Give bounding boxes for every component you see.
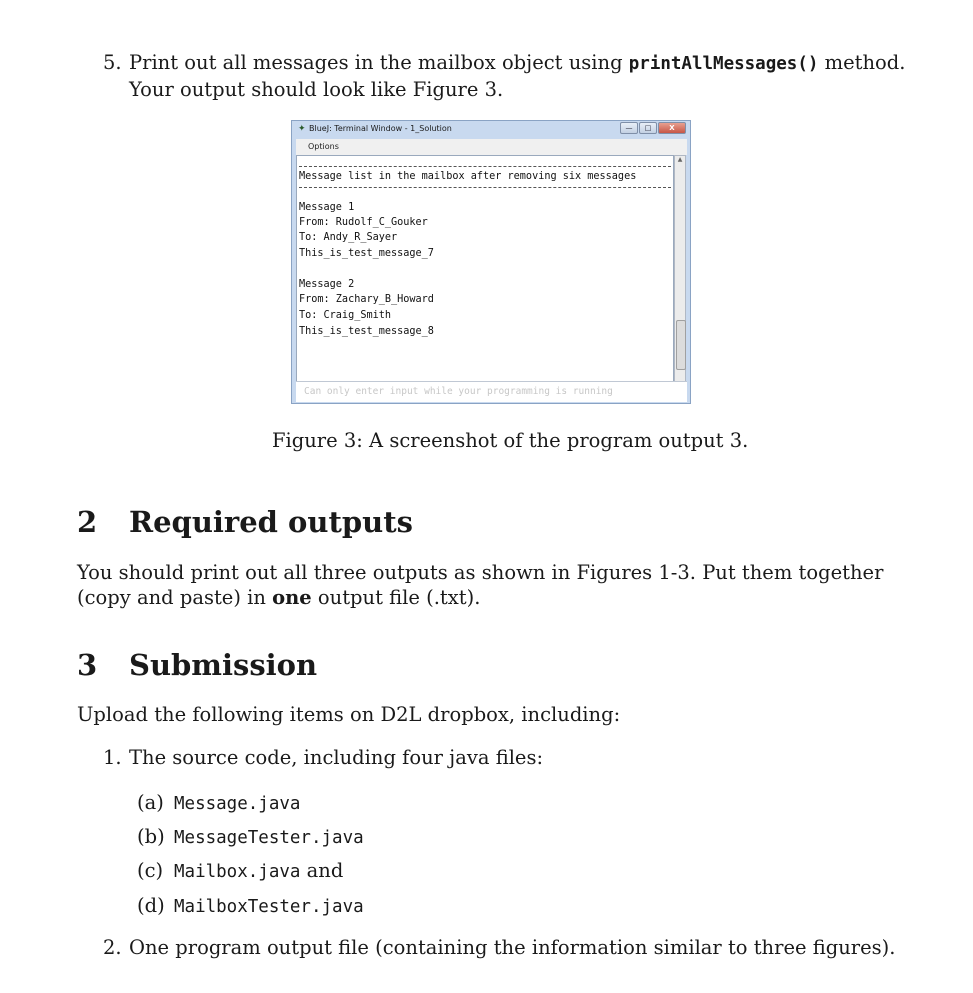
terminal-input (296, 381, 687, 402)
window-title: BlueJ: Terminal Window - 1_Solution (309, 124, 452, 133)
list-item-text: Print out all messages in the mailbox object using printAllMessages() method. Your output should look like Figure 3. (129, 51, 906, 101)
message-label: Message 2 (299, 279, 355, 290)
section-number: 3 (77, 648, 98, 682)
divider (299, 187, 671, 188)
bluej-app-icon: ✦ (298, 124, 306, 134)
maximize-icon: □ (639, 122, 657, 134)
file-name: MessageTester.java (174, 828, 364, 848)
figure-caption: Figure 3: A screenshot of the program output 3. (272, 429, 749, 452)
message-from: From: Rudolf_C_Gouker (299, 217, 428, 228)
file-name: MailboxTester.java (174, 897, 364, 917)
terminal-output (296, 155, 674, 395)
terminal-window-screenshot (291, 120, 691, 404)
scrollbar (674, 155, 686, 395)
list-item-number: 5. (103, 51, 122, 74)
input-placeholder: Can only enter input while your programming is running (304, 386, 613, 397)
message-to: To: Andy_R_Sayer (299, 232, 398, 243)
message-label: Message 1 (299, 202, 355, 213)
output-header: Message list in the mailbox after removing six messages (299, 171, 637, 182)
scrollbar-thumb (676, 320, 686, 370)
message-body: This_is_test_message_8 (299, 326, 434, 337)
file-name: Mailbox.java (174, 862, 301, 882)
message-to: To: Craig_Smith (299, 310, 392, 321)
emphasis: one (272, 586, 312, 609)
message-from: From: Zachary_B_Howard (299, 294, 434, 305)
section-3-intro: Upload the following items on D2L dropbox, including: (77, 703, 621, 726)
section-2-paragraph: You should print out all three outputs as shown in Figures 1-3. Put them together (copy and paste) in one output file (.txt). (77, 561, 884, 609)
window-controls (619, 122, 686, 134)
menu-options: Options (308, 142, 339, 151)
file-name: Message.java (174, 794, 301, 814)
list-item-5 (103, 50, 923, 102)
minimize-icon: — (620, 122, 638, 134)
section-title: Required outputs (129, 505, 413, 539)
section-title: Submission (129, 648, 318, 682)
window-titlebar (292, 121, 690, 137)
inline-code: printAllMessages() (628, 54, 819, 74)
scroll-up-icon: ▲ (677, 156, 683, 163)
divider (299, 166, 671, 167)
menu-bar (296, 139, 687, 155)
section-number: 2 (77, 505, 98, 539)
close-icon: X (658, 122, 686, 134)
message-body: This_is_test_message_7 (299, 248, 434, 259)
